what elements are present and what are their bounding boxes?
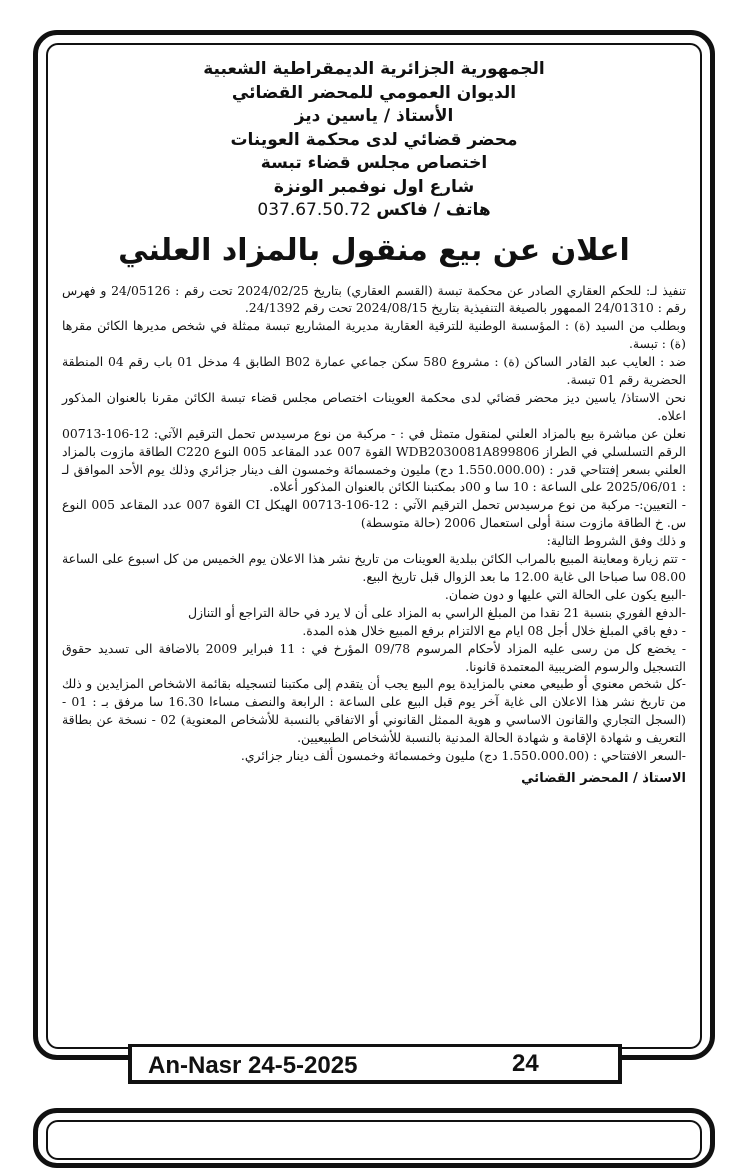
phone-label: هاتف / فاكس: [376, 200, 491, 220]
body-paragraph: ضد : العايب عبد القادر الساكن (ة) : مشروع 580 سكن جماعي عمارة B02 الطابق 4 مدخل 01 باب رقم 04 المنطقة الحضرية رقم 01 تبسة.: [62, 354, 686, 388]
phone-number: 037.67.50.72: [257, 200, 371, 220]
page-footer: [128, 1044, 622, 1084]
body-paragraph: نعلن عن مباشرة بيع بالمزاد العلني لمنقول متمثل في : - مركبة من نوع مرسيدس تحمل الترقيم الآتي: 12-106-00713 الرقم التسلسلي في الطراز WDB2030081A899806 القوة 007 عدد المقاعد 005 النوع C220 الطاقة مازوت بالمزاد العلني بسعر إفتتاحي قدر : (1.550.000.00 دج) مليون وخمسمائة وخمسون الف دينار جزائري وذلك يوم الأحد الموافق لـ : 2025/06/01 على الساعة : 10 سا و 00د بمكتبنا الكائن بالعنوان المذكور أعلاه.: [62, 425, 686, 495]
body-paragraph: -كل شخص معنوي أو طبيعي معني بالمزايدة يوم البيع يجب أن يتقدم إلى مكتبنا لتسجيله بقائمة الاشخاص المزايدين و ذلك من تاريخ نشر هذا الاعلان الى غاية آخر يوم قبل البيع على الساعة : الرابعة والنصف مساءا 16.30 سا مرفق بـ : 01 - (السجل التجاري والقانون الاساسي و هوية الممثل القانوني أو الاتفاقي بالنسبة للأشخاص المعنوية) 02 - نسخة عن بطاقة التعريف و شهادة الإقامة و شهادة الحالة المدنية بالنسبة للأشخاص الطبيعيين.: [62, 676, 686, 746]
court-name: محضر قضائي لدى محكمة العوينات: [230, 129, 518, 150]
next-ad-inner-border: [46, 1120, 702, 1160]
office-address: شارع اول نوفمبر الونزة: [273, 176, 475, 197]
body-paragraph: - التعيين:- مركبة من نوع مرسيدس تحمل الترقيم الآتي : 12-106-00713 الهيكل CI القوة 007 عدد المقاعد 005 النوع س. خ الطاقة مازوت سنة أولى استعمال 2006 (حالة متوسطة): [62, 497, 686, 531]
jurisdiction: اختصاص مجلس قضاء تبسة: [260, 153, 488, 173]
body-paragraph: تنفيذ لـ: للحكم العقاري الصادر عن محكمة تبسة (القسم العقاري) بتاريخ 2024/02/25 تحت رقم : 24/05126 و فهرس رقم : 24/01310 الممهور بالصيغة التنفيذية بتاريخ 2024/08/15 تحت رقم 24/1392.: [62, 282, 686, 316]
announcement-title: اعلان عن بيع منقول بالمزاد العلني: [118, 232, 630, 268]
bailiff-name: الأستاذ / ياسين ديز: [294, 106, 454, 126]
office-name: الديوان العمومي للمحضر القضائي: [231, 82, 517, 103]
phone-line: [62, 199, 686, 223]
body-paragraph: نحن الاستاذ/ ياسين ديز محضر قضائي لدى محكمة العوينات اختصاص مجلس قضاء تبسة الكائن مقرنا بالعنوان المذكور اعلاه.: [62, 389, 686, 423]
newspaper-date: An-Nasr 24-5-2025: [148, 1052, 358, 1079]
announcement: [62, 58, 686, 786]
body-paragraph: - يخضع كل من رسى عليه المزاد لأحكام المرسوم 09/78 المؤرخ في : 11 فبراير 2009 بالاضافة الى تسديد حقوق التسجيل والرسوم الضريبية المعتمدة قانونا.: [62, 640, 687, 674]
office-header: [62, 58, 686, 223]
body-paragraph: -البيع يكون على الحالة التي عليها و دون ضمان.: [444, 586, 686, 602]
body-paragraph: - دفع باقي المبلغ خلال أجل 08 ايام مع الالتزام برفع المبيع خلال هذه المدة.: [302, 622, 686, 638]
body-paragraph: -السعر الافتتاحي : (1.550.000.00 دج) مليون وخمسمائة وخمسون ألف دينار جزائري.: [240, 748, 686, 764]
body-paragraph: و ذلك وفق الشروط التالية:: [546, 533, 686, 549]
republic-name: الجمهورية الجزائرية الديمقراطية الشعبية: [203, 59, 545, 79]
signature: الاستاذ / المحضر القضائي: [521, 770, 686, 786]
body-paragraph: - تتم زيارة ومعاينة المبيع بالمراب الكائن ببلدية العوينات من تاريخ نشر هذا الاعلان يوم الخميس من كل اسبوع على الساعة 08.00 سا صباحا الى غاية 12.00 ما بعد الزوال قبل تاريخ البيع.: [62, 551, 686, 584]
page-number: 24: [512, 1050, 539, 1077]
body-paragraph: -الدفع الفوري بنسبة 21 نقدا من المبلغ الراسي به المزاد على أن لا يرد في حالة التراجع أو التنازل: [187, 604, 686, 620]
body-paragraph: وبطلب من السيد (ة) : المؤسسة الوطنية للترقية العقارية مديرية المشاريع تبسة ممثلة في شخص مديرها الكائن مقرها (ة) : تبسة.: [62, 318, 686, 352]
announcement-body: [62, 282, 686, 765]
